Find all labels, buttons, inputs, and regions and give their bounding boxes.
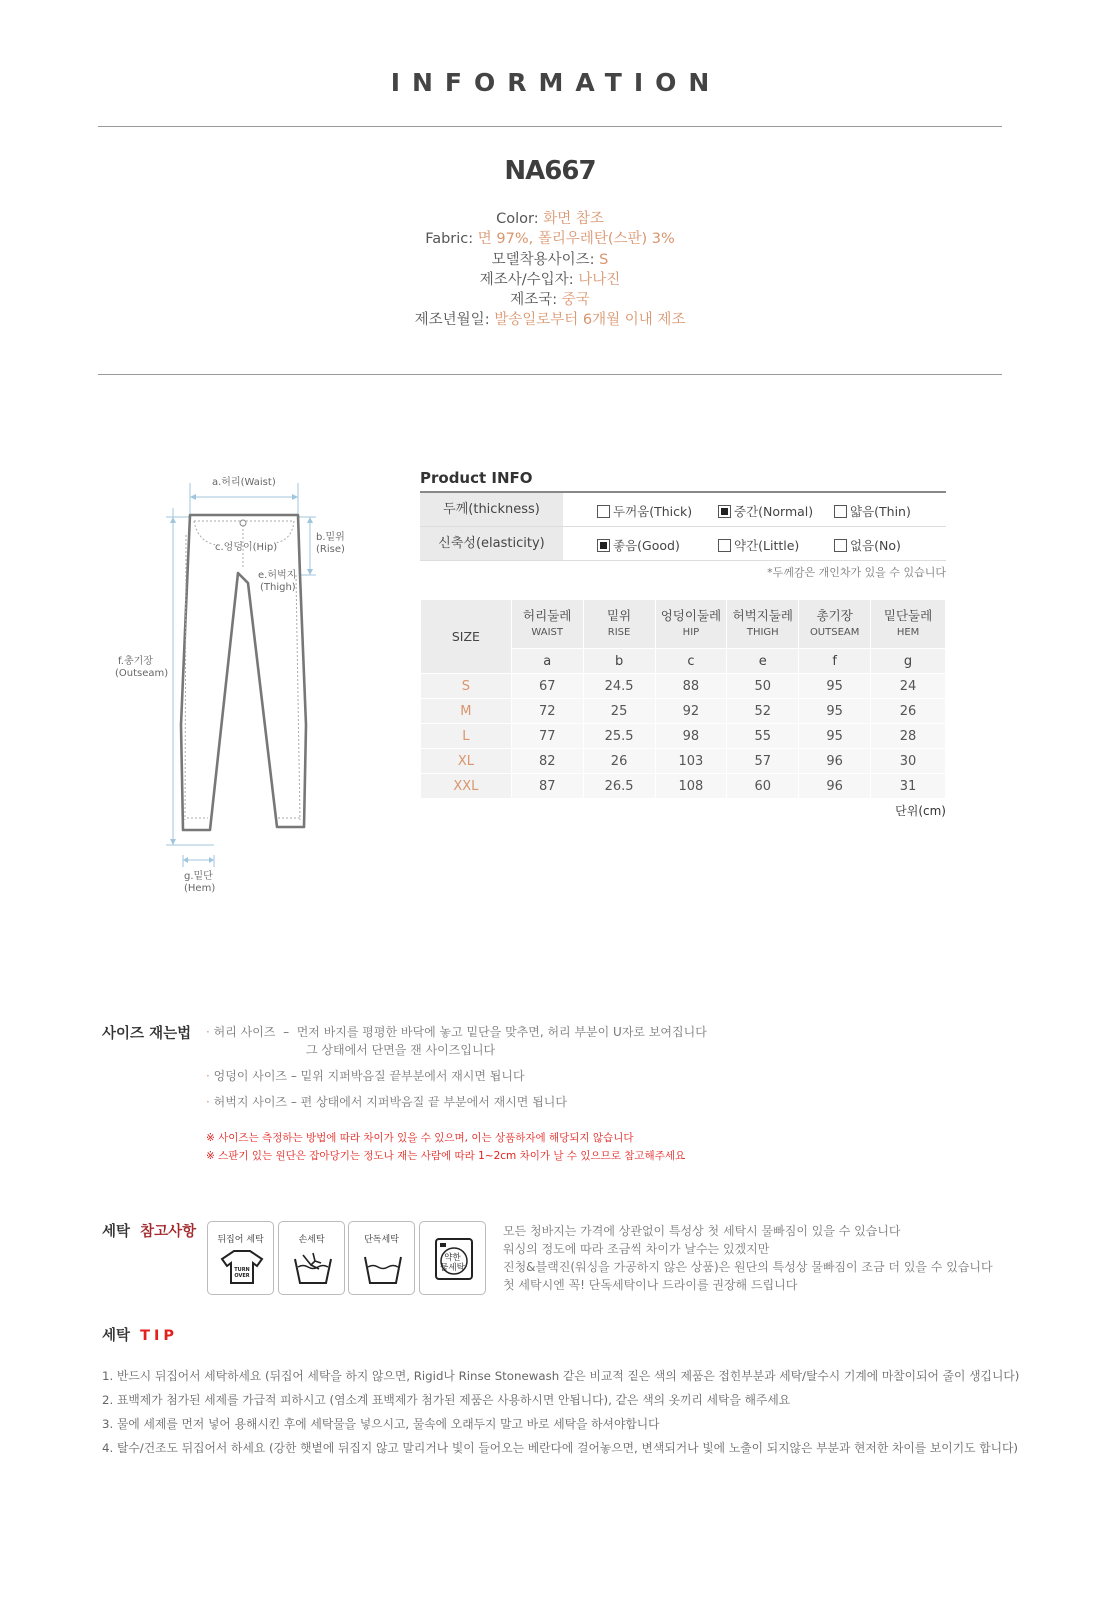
spec-key: 모델착용사이즈 [491, 251, 590, 268]
elasticity-row [420, 527, 946, 561]
table-cell: 72 [511, 699, 583, 724]
col-header: 밑단둘레 HEM [871, 600, 946, 649]
hem-label-1: g.밑단 [184, 871, 213, 882]
col-letter: b [583, 649, 655, 674]
model-number: NA667 [504, 156, 596, 186]
measure-warning: ※ 사이즈는 측정하는 방법에 따라 차이가 있을 수 있으며, 이는 상품하자에 해당되지 않습니다 [206, 1132, 634, 1144]
table-cell: 96 [799, 749, 871, 774]
measure-warning: ※ 스판기 있는 원단은 잡아당기는 정도나 재는 사람에 따라 1~2cm 차이가 날 수 있으므로 참고해주세요 [206, 1150, 686, 1162]
measure-item-waist-cont: 그 상태에서 단면을 잰 사이즈입니다 [306, 1043, 496, 1057]
checkbox-icon [597, 505, 610, 518]
col-letter: a [511, 649, 583, 674]
measure-title: 사이즈 재는법 [102, 1026, 192, 1042]
divider [98, 374, 1002, 375]
option-good: 좋음(Good) [597, 536, 680, 554]
table-cell: 95 [799, 674, 871, 699]
table-cell: 26 [871, 699, 946, 724]
size-cell: L [421, 724, 512, 749]
outseam-label-1: f.총기장 [118, 656, 153, 667]
spec-row: 모델착용사이즈: S [491, 251, 609, 268]
spec-row: 제조사/수입자: 나나진 [479, 271, 621, 288]
table-cell: 30 [871, 749, 946, 774]
wash-icon-separate: 단독세탁 [348, 1221, 415, 1295]
size-table [420, 599, 946, 799]
wash-icon-turn-over: 뒤집어 세탁 TURN OVER [207, 1221, 274, 1295]
spec-key: 제조사/수입자 [479, 271, 569, 288]
spec-key: Fabric [425, 231, 469, 248]
col-header: 밑위 RISE [583, 600, 655, 649]
checkbox-icon [834, 505, 847, 518]
measure-item-waist: · 허리 사이즈 – 먼저 바지를 평평한 바닥에 놓고 밑단을 맞추면, 허리 부분이 U자로 보여집니다 [206, 1025, 707, 1039]
col-header: 총기장 OUTSEAM [799, 600, 871, 649]
spec-value: 나나진 [578, 271, 621, 288]
table-cell: 95 [799, 724, 871, 749]
spec-value: S [599, 251, 609, 268]
size-cell: XXL [421, 774, 512, 799]
wash-description: 모든 청바지는 가격에 상관없이 특성상 첫 세탁시 물빠짐이 있을 수 있습니다 워싱의 정도에 따라 조금씩 차이가 날수는 있겠지만 진청&블랙진(워싱을 가공하지 않은 상품)은 원단의 특성상 물빠짐이 조금 더 있을 수 있습니다 첫 세탁시엔 꼭! 단독세탁이나 드라이를 권장해 드립니다 [503, 1224, 993, 1292]
table-row [421, 674, 946, 699]
spec-value: 발송일로부터 6개월 이내 제조 [494, 312, 686, 329]
checkbox-icon [834, 539, 847, 552]
spec-key: 제조국 [510, 292, 553, 309]
col-letter: f [799, 649, 871, 674]
table-cell: 98 [655, 724, 727, 749]
tshirt-icon [220, 1249, 264, 1285]
table-cell: 28 [871, 724, 946, 749]
spec-row: Color: 화면 참조 [496, 211, 604, 227]
spec-row: 제조년월일: 발송일로부터 6개월 이내 제조 [414, 312, 686, 329]
elasticity-label: 신축성(elasticity) [420, 527, 563, 560]
option-normal: 중간(Normal) [718, 502, 813, 520]
table-cell: 24 [871, 674, 946, 699]
page-title: INFORMATION [390, 68, 722, 97]
thickness-label: 두께(thickness) [420, 493, 563, 526]
thigh-label-1: e.허벅지 [258, 570, 297, 581]
table-cell: 52 [727, 699, 799, 724]
rise-label-1: b.밑위 [316, 532, 345, 543]
table-cell: 87 [511, 774, 583, 799]
size-cell: XL [421, 749, 512, 774]
tips-title: 세탁 TIP [102, 1328, 179, 1344]
table-cell: 25 [583, 699, 655, 724]
table-cell: 50 [727, 674, 799, 699]
checked-box-icon [718, 505, 731, 518]
col-letter: e [727, 649, 799, 674]
table-cell: 96 [799, 774, 871, 799]
thickness-note: *두께감은 개인차가 있을 수 있습니다 [767, 566, 946, 579]
jeans-measure-diagram [108, 475, 370, 895]
tip-item: 3. 물에 세제를 먼저 넣어 용해시킨 후에 세탁물을 넣으시고, 물속에 오래두지 말고 바로 세탁을 하셔야합니다 [102, 1417, 660, 1431]
size-cell: M [421, 699, 512, 724]
thigh-label-2: (Thigh) [260, 582, 296, 593]
tip-item: 2. 표백제가 첨가된 세제를 가급적 피하시고 (염소계 표백제가 첨가된 제품은 사용하시면 안됩니다), 같은 색의 옷끼리 세탁을 해주세요 [102, 1393, 791, 1407]
waist-label: a.허리(Waist) [212, 477, 276, 488]
measure-item-hip: · 엉덩이 사이즈 – 밑위 지퍼박음질 끝부분에서 재시면 됩니다 [206, 1069, 525, 1083]
table-cell: 103 [655, 749, 727, 774]
option-little: 약간(Little) [718, 536, 799, 554]
col-header: 엉덩이둘레 HIP [655, 600, 727, 649]
checked-box-icon [597, 539, 610, 552]
spec-key: Color [496, 211, 534, 227]
gentle-wash-label: 약한 물세탁 [440, 1253, 465, 1273]
table-cell: 108 [655, 774, 727, 799]
option-no: 없음(No) [834, 536, 901, 554]
spec-value: 화면 참조 [543, 211, 604, 227]
col-header: 허리둘레 WAIST [511, 600, 583, 649]
table-cell: 31 [871, 774, 946, 799]
spec-row: Fabric: 면 97%, 폴리우레탄(스판) 3% [425, 231, 675, 248]
checkbox-icon [718, 539, 731, 552]
hip-label: c.엉덩이(Hip) [215, 542, 278, 553]
option-thick: 두꺼움(Thick) [597, 502, 692, 520]
spec-list [0, 209, 1100, 331]
col-letter: g [871, 649, 946, 674]
washing-title: 세탁 참고사항 [102, 1224, 197, 1240]
option-thin: 얇음(Thin) [834, 502, 911, 520]
unit-label: 단위(cm) [895, 804, 946, 818]
table-cell: 88 [655, 674, 727, 699]
rise-label-2: (Rise) [316, 544, 345, 555]
table-cell: 25.5 [583, 724, 655, 749]
product-info-title: Product INFO [420, 469, 533, 487]
table-cell: 60 [727, 774, 799, 799]
wash-icon-hand: 손세탁 [278, 1221, 345, 1295]
table-cell: 92 [655, 699, 727, 724]
table-row [421, 774, 946, 799]
tip-item: 1. 반드시 뒤집어서 세탁하세요 (뒤집어 세탁을 하지 않으면, Rigid나 Rinse Stonewash 같은 비교적 짙은 색의 제품은 접힌부분과 세탁/탈수시 기계에 마찰이되어 줄이 생깁니다) [102, 1369, 1020, 1383]
outseam-label-2: (Outseam) [115, 668, 169, 679]
spec-key: 제조년월일 [414, 312, 485, 329]
table-row [421, 724, 946, 749]
measure-item-thigh: · 허벅지 사이즈 – 편 상태에서 지퍼박음질 끝 부분에서 재시면 됩니다 [206, 1095, 567, 1109]
table-cell: 82 [511, 749, 583, 774]
table-cell: 67 [511, 674, 583, 699]
table-row [421, 699, 946, 724]
spec-row: 제조국: 중국 [510, 292, 590, 309]
wash-icon-gentle [419, 1221, 486, 1295]
svg-text:TURN: TURN [234, 1267, 250, 1273]
table-cell: 55 [727, 724, 799, 749]
spec-value: 중국 [561, 292, 590, 309]
table-cell: 95 [799, 699, 871, 724]
svg-text:OVER: OVER [234, 1273, 250, 1279]
divider [98, 126, 1002, 127]
col-header: 허벅지둘레 THIGH [727, 600, 799, 649]
col-letter: c [655, 649, 727, 674]
table-cell: 26 [583, 749, 655, 774]
tip-item: 4. 탈수/건조도 뒤집어서 하세요 (강한 햇볕에 뒤집지 않고 말리거나 빛이 들어오는 베란다에 걸어놓으면, 변색되거나 빛에 노출이 되지않은 부분과 현저한 차이를 보이기도 합니다) [102, 1441, 1019, 1455]
table-cell: 77 [511, 724, 583, 749]
thickness-row [420, 493, 946, 527]
table-header-row [421, 600, 946, 649]
size-cell: S [421, 674, 512, 699]
hem-label-2: (Hem) [184, 883, 216, 894]
table-row [421, 749, 946, 774]
table-cell: 57 [727, 749, 799, 774]
table-cell: 26.5 [583, 774, 655, 799]
size-header: SIZE [421, 600, 512, 674]
hand-wash-icon [291, 1249, 335, 1285]
table-cell: 24.5 [583, 674, 655, 699]
spec-value: 면 97%, 폴리우레탄(스판) 3% [477, 231, 675, 248]
basin-icon [361, 1249, 405, 1285]
